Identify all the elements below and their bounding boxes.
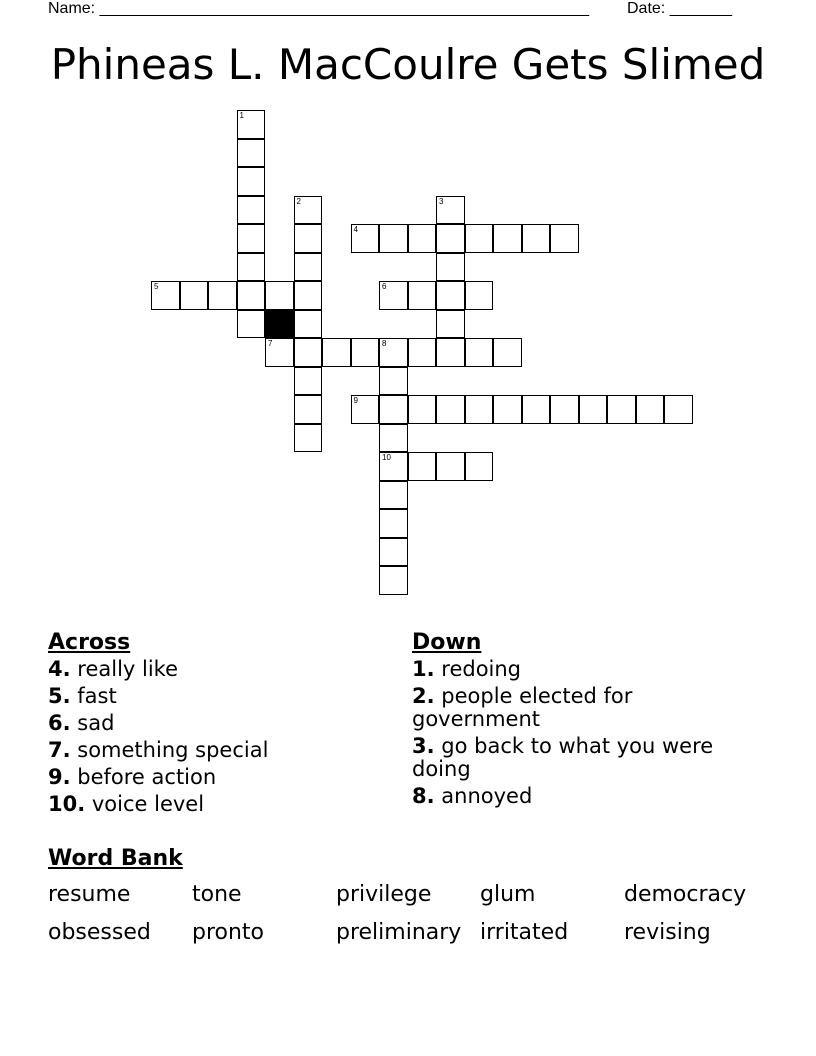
word-bank-heading: Word Bank: [48, 846, 183, 871]
clue-number: 10: [382, 453, 391, 462]
across-clue: [48, 658, 388, 681]
grid-cell[interactable]: [237, 224, 266, 253]
clue-num: 2.: [412, 684, 435, 708]
grid-cell[interactable]: [379, 338, 408, 367]
clue-text: voice level: [85, 792, 205, 816]
grid-cell[interactable]: [237, 310, 266, 339]
clue-num: 1.: [412, 657, 435, 681]
clue-num: 3.: [412, 734, 435, 758]
across-clues: [48, 630, 388, 820]
grid-cell[interactable]: [294, 367, 323, 396]
grid-cell[interactable]: [436, 452, 465, 481]
grid-cell[interactable]: [237, 139, 266, 168]
grid-cell[interactable]: [607, 395, 636, 424]
grid-cell[interactable]: [550, 395, 579, 424]
clue-number: 8: [382, 339, 387, 348]
black-square: [265, 310, 294, 339]
across-clue: [48, 739, 388, 762]
grid-cell[interactable]: [465, 452, 494, 481]
grid-cell[interactable]: [493, 338, 522, 367]
grid-cell[interactable]: [379, 367, 408, 396]
grid-cell[interactable]: [294, 338, 323, 367]
grid-cell[interactable]: [237, 281, 266, 310]
grid-cell[interactable]: [265, 281, 294, 310]
clue-number: 2: [296, 196, 301, 206]
grid-cell[interactable]: [237, 110, 266, 139]
grid-cell[interactable]: [408, 452, 437, 481]
grid-cell[interactable]: [436, 338, 465, 367]
down-clue: [412, 785, 752, 808]
grid-cell[interactable]: [379, 424, 408, 453]
grid-cell[interactable]: [351, 338, 380, 367]
clue-number: 1: [239, 111, 244, 120]
across-clue: [48, 793, 388, 816]
grid-cell[interactable]: [294, 224, 323, 253]
clue-num: 5.: [48, 684, 71, 708]
grid-cell[interactable]: [351, 224, 380, 253]
clue-text: annoyed: [434, 784, 533, 808]
grid-cell[interactable]: [180, 281, 209, 310]
clue-number: 9: [353, 396, 358, 405]
grid-cell[interactable]: [351, 395, 380, 424]
down-clue: [412, 658, 752, 681]
grid-cell[interactable]: [294, 310, 323, 339]
word-bank-word: resume: [48, 882, 131, 907]
grid-cell[interactable]: [436, 281, 465, 310]
grid-cell[interactable]: [436, 395, 465, 424]
grid-cell[interactable]: [522, 395, 551, 424]
grid-cell[interactable]: [379, 395, 408, 424]
grid-cell[interactable]: [294, 196, 323, 225]
grid-cell[interactable]: [493, 224, 522, 253]
grid-cell[interactable]: [294, 281, 323, 310]
grid-cell[interactable]: [550, 224, 579, 253]
grid-cell[interactable]: [436, 253, 465, 282]
down-clues: [412, 630, 752, 812]
clue-text: people elected for government: [412, 684, 633, 731]
down-clue: [412, 685, 752, 731]
clue-num: 7.: [48, 738, 71, 762]
grid-cell[interactable]: [151, 281, 180, 310]
grid-cell[interactable]: [408, 395, 437, 424]
clue-number: 6: [382, 282, 387, 291]
grid-cell[interactable]: [294, 395, 323, 424]
clue-number: 4: [353, 225, 358, 234]
grid-cell[interactable]: [436, 196, 465, 225]
clue-num: 6.: [48, 711, 71, 735]
word-bank-word: revising: [624, 920, 711, 945]
across-clue: [48, 712, 388, 735]
grid-cell[interactable]: [294, 424, 323, 453]
down-heading: Down: [412, 630, 482, 655]
grid-cell[interactable]: [408, 281, 437, 310]
grid-cell[interactable]: [379, 481, 408, 510]
grid-cell[interactable]: [294, 253, 323, 282]
clue-text: go back to what you were doing: [412, 734, 714, 781]
clue-num: 10.: [48, 792, 86, 816]
word-bank-word: privilege: [336, 882, 432, 907]
grid-cell[interactable]: [436, 310, 465, 339]
across-clue: [48, 685, 388, 708]
clue-text: fast: [70, 684, 117, 708]
grid-cell[interactable]: [664, 395, 693, 424]
clue-text: something special: [70, 738, 269, 762]
grid-cell[interactable]: [465, 224, 494, 253]
clue-number: 3: [439, 196, 444, 206]
across-clue: [48, 766, 388, 789]
grid-cell[interactable]: [379, 538, 408, 567]
grid-cell[interactable]: [636, 395, 665, 424]
clue-text: really like: [70, 657, 179, 681]
grid-cell[interactable]: [379, 224, 408, 253]
word-bank-word: irritated: [480, 920, 569, 945]
grid-cell[interactable]: [408, 224, 437, 253]
name-field[interactable]: Name: _______________________________________________________: [48, 0, 589, 17]
word-bank-word: obsessed: [48, 920, 151, 945]
clue-number: 5: [154, 282, 159, 291]
word-bank-word: preliminary: [336, 920, 462, 945]
grid-cell[interactable]: [379, 509, 408, 538]
grid-cell[interactable]: [379, 452, 408, 481]
grid-cell[interactable]: [522, 224, 551, 253]
puzzle-title: Phineas L. MacCoulre Gets Slimed: [50, 40, 766, 89]
grid-cell[interactable]: [237, 167, 266, 196]
word-bank-word: pronto: [192, 920, 265, 945]
grid-cell[interactable]: [379, 566, 408, 595]
word-bank-word: glum: [480, 882, 536, 907]
grid-cell[interactable]: [237, 196, 266, 225]
grid-cell[interactable]: [465, 281, 494, 310]
word-bank-word: democracy: [624, 882, 747, 907]
grid-cell[interactable]: [265, 338, 294, 367]
word-bank-word: tone: [192, 882, 242, 907]
clue-text: sad: [70, 711, 115, 735]
down-clue: [412, 735, 752, 781]
grid-cell[interactable]: [579, 395, 608, 424]
clue-num: 8.: [412, 784, 435, 808]
clue-number: 7: [268, 339, 273, 348]
clue-num: 9.: [48, 765, 71, 789]
grid-cell[interactable]: [436, 224, 465, 253]
clue-text: redoing: [434, 657, 522, 681]
clue-text: before action: [70, 765, 217, 789]
grid-cell[interactable]: [237, 253, 266, 282]
grid-cell[interactable]: [322, 338, 351, 367]
grid-cell[interactable]: [465, 338, 494, 367]
date-field[interactable]: Date: _______: [627, 0, 732, 17]
grid-cell[interactable]: [493, 395, 522, 424]
clue-num: 4.: [48, 657, 71, 681]
grid-cell[interactable]: [379, 281, 408, 310]
grid-cell[interactable]: [408, 338, 437, 367]
grid-cell[interactable]: [208, 281, 237, 310]
across-heading: Across: [48, 630, 131, 655]
grid-cell[interactable]: [465, 395, 494, 424]
